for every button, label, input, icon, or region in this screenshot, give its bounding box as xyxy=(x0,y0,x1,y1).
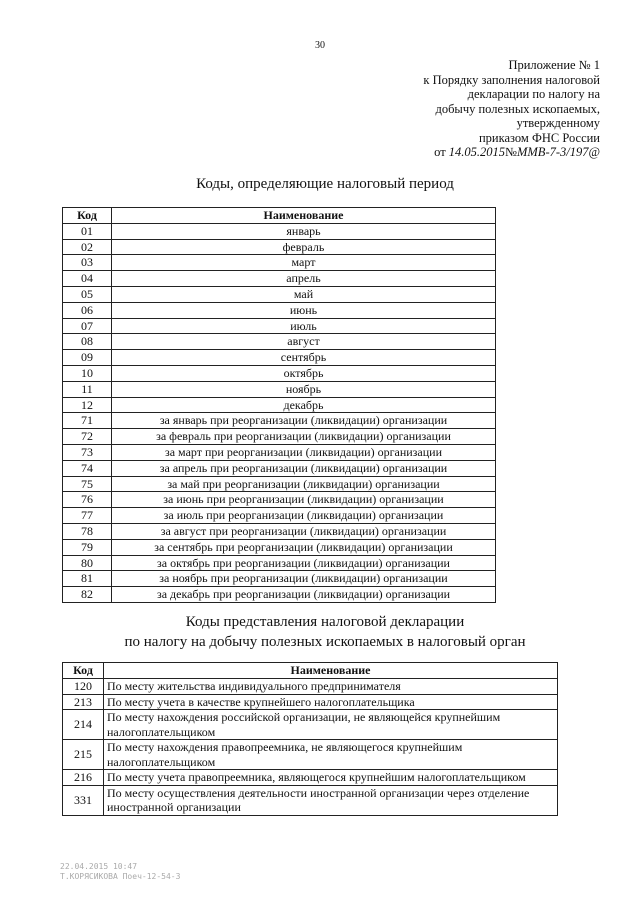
row-name: за октябрь при реорганизации (ликвидации) организации xyxy=(112,555,496,571)
print-stamp-line: 22.04.2015 10:47 xyxy=(60,862,138,871)
row-name: апрель xyxy=(112,271,496,287)
table-header-row xyxy=(63,208,496,224)
row-name: ноябрь xyxy=(112,381,496,397)
appendix-line: добычу полезных ископаемых, xyxy=(435,101,600,116)
row-code: 81 xyxy=(63,571,112,587)
row-name: По месту нахождения правопреемника, не являющегося крупнейшим налогоплательщиком xyxy=(104,740,558,770)
row-code: 82 xyxy=(63,587,112,603)
table2-title xyxy=(0,612,640,652)
row-code: 74 xyxy=(63,460,112,476)
appendix-line: приказом ФНС России xyxy=(478,130,600,145)
tax-period-codes-table xyxy=(62,207,496,603)
row-code: 73 xyxy=(63,444,112,460)
table-header-row xyxy=(63,663,558,679)
table2-title-line: Коды представления налоговой декларации xyxy=(185,614,465,630)
row-name: за июнь при реорганизации (ликвидации) организации xyxy=(112,492,496,508)
table-row xyxy=(63,286,496,302)
row-name: По месту жительства индивидуального предпринимателя xyxy=(104,679,558,695)
table-row xyxy=(63,223,496,239)
row-code: 10 xyxy=(63,365,112,381)
table-row xyxy=(63,318,496,334)
row-code: 76 xyxy=(63,492,112,508)
header-name: Наименование xyxy=(112,208,496,224)
table-row xyxy=(63,770,558,786)
table-row xyxy=(63,460,496,476)
table-row xyxy=(63,334,496,350)
row-code: 77 xyxy=(63,508,112,524)
header-name: Наименование xyxy=(104,663,558,679)
row-name: за август при реорганизации (ликвидации) организации xyxy=(112,523,496,539)
row-code: 06 xyxy=(63,302,112,318)
row-name: октябрь xyxy=(112,365,496,381)
row-name: за сентябрь при реорганизации (ликвидации) организации xyxy=(112,539,496,555)
table-row xyxy=(63,694,558,710)
table-row xyxy=(63,413,496,429)
table-row xyxy=(63,539,496,555)
table-row xyxy=(63,785,558,815)
table-row xyxy=(63,365,496,381)
table1-title: Коды, определяющие налоговый период xyxy=(196,176,454,192)
table-row xyxy=(63,239,496,255)
table-row xyxy=(63,492,496,508)
print-stamp xyxy=(60,862,180,882)
table-row xyxy=(63,255,496,271)
row-name: По месту учета правопреемника, являющегося крупнейшим налогоплательщиком xyxy=(104,770,558,786)
appendix-line: Приложение № 1 xyxy=(508,58,600,72)
row-code: 07 xyxy=(63,318,112,334)
row-name: за декабрь при реорганизации (ликвидации) организации xyxy=(112,587,496,603)
row-name: за ноябрь при реорганизации (ликвидации) организации xyxy=(112,571,496,587)
row-code: 12 xyxy=(63,397,112,413)
row-name: за март при реорганизации (ликвидации) организации xyxy=(112,444,496,460)
row-code: 05 xyxy=(63,286,112,302)
row-code: 213 xyxy=(63,694,104,710)
row-name: По месту нахождения российской организации, не являющейся крупнейшим налогоплательщиком xyxy=(104,710,558,740)
table-row xyxy=(63,587,496,603)
row-code: 09 xyxy=(63,350,112,366)
row-name: март xyxy=(112,255,496,271)
row-name: июль xyxy=(112,318,496,334)
table-row xyxy=(63,523,496,539)
page-number: 30 xyxy=(315,40,325,51)
row-code: 71 xyxy=(63,413,112,429)
row-name: за июль при реорганизации (ликвидации) организации xyxy=(112,508,496,524)
row-name: февраль xyxy=(112,239,496,255)
number-sign: № xyxy=(505,145,517,159)
handwritten-date: 14.05.2015 xyxy=(448,145,506,159)
table-row xyxy=(63,555,496,571)
row-code: 214 xyxy=(63,710,104,740)
row-code: 80 xyxy=(63,555,112,571)
row-name: за январь при реорганизации (ликвидации) организации xyxy=(112,413,496,429)
appendix-header xyxy=(370,58,600,160)
row-name: декабрь xyxy=(112,397,496,413)
table-row xyxy=(63,710,558,740)
table-row xyxy=(63,302,496,318)
header-code: Код xyxy=(63,663,104,679)
row-code: 08 xyxy=(63,334,112,350)
table-row xyxy=(63,508,496,524)
row-code: 11 xyxy=(63,381,112,397)
row-code: 331 xyxy=(63,785,104,815)
row-code: 120 xyxy=(63,679,104,695)
table-row xyxy=(63,397,496,413)
row-name: июнь xyxy=(112,302,496,318)
table-row xyxy=(63,271,496,287)
table2-title-line: по налогу на добычу полезных ископаемых в налоговый орган xyxy=(124,634,526,650)
row-code: 01 xyxy=(63,223,112,239)
row-name: сентябрь xyxy=(112,350,496,366)
appendix-line: к Порядку заполнения налоговой xyxy=(423,72,600,87)
row-name: январь xyxy=(112,223,496,239)
table-row xyxy=(63,740,558,770)
row-code: 02 xyxy=(63,239,112,255)
row-code: 03 xyxy=(63,255,112,271)
row-code: 78 xyxy=(63,523,112,539)
row-code: 215 xyxy=(63,740,104,770)
row-name: май xyxy=(112,286,496,302)
appendix-line: утвержденному xyxy=(516,116,600,130)
header-code: Код xyxy=(63,208,112,224)
row-name: за май при реорганизации (ликвидации) организации xyxy=(112,476,496,492)
table-row xyxy=(63,429,496,445)
table-row xyxy=(63,381,496,397)
row-name: август xyxy=(112,334,496,350)
table-row xyxy=(63,679,558,695)
table-row xyxy=(63,350,496,366)
row-name: за февраль при реорганизации (ликвидации) организации xyxy=(112,429,496,445)
row-code: 216 xyxy=(63,770,104,786)
print-stamp-line: Т.КОРЯСИКОВА Поеч-12-54-3 xyxy=(60,872,181,881)
appendix-line: декларации по налогу на xyxy=(467,87,600,101)
handwritten-order-number: ММВ-7-3/197@ xyxy=(516,145,600,159)
table-row xyxy=(63,476,496,492)
date-prefix: от xyxy=(434,145,446,159)
row-code: 04 xyxy=(63,271,112,287)
row-name: за апрель при реорганизации (ликвидации) организации xyxy=(112,460,496,476)
row-code: 72 xyxy=(63,429,112,445)
row-code: 79 xyxy=(63,539,112,555)
row-name: По месту учета в качестве крупнейшего налогоплательщика xyxy=(104,694,558,710)
order-date-line xyxy=(370,145,600,160)
row-code: 75 xyxy=(63,476,112,492)
submission-codes-table xyxy=(62,662,558,816)
row-name: По месту осуществления деятельности иностранной организации через отделение иностранной организации xyxy=(104,785,558,815)
table-row xyxy=(63,444,496,460)
table-row xyxy=(63,571,496,587)
